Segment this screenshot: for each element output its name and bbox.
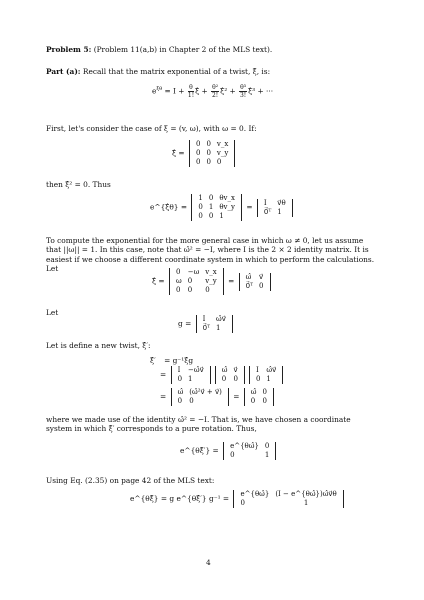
xi-hat-label: ξ̂ = xyxy=(172,148,185,158)
equation-xi-hat xyxy=(172,140,237,167)
problem-heading: Problem 5: xyxy=(46,45,92,54)
define-twist-text: Let is define a new twist, ξ̂′: xyxy=(46,341,151,350)
exp-prime-label: e^{θξ̂′} = xyxy=(180,446,219,455)
equation-xi-hat-general: ξ̂ = 0 −ω v_x ω 0 v_y 0 0 0 = ω̂ v⃗ 0⃗ᵀ 0 xyxy=(152,268,273,295)
xi-prime-matrix-b: ω̂ v⃗ 0 0 xyxy=(215,366,245,384)
eq1-frac-3: $\frac{\text{θ³}}{3!}$ xyxy=(239,84,247,99)
xi-prime-line-1 xyxy=(150,356,193,365)
xi-hat2-matrix: 0 −ω v_x ω 0 v_y 0 0 0 xyxy=(169,268,224,295)
g-block: I ω̂v⃗ 0⃗ᵀ 1 xyxy=(196,315,233,333)
eq1-rhs-start: = I + xyxy=(164,86,185,96)
equation-exp-translation: e^{ξ̂θ} = 1 0 θv_x 0 1 θv_y 0 0 1 = I v⃗θ 0⃗ᵀ 1 xyxy=(150,194,295,221)
equation-exp-prime xyxy=(180,442,278,460)
eq1-lhs-sup: ξ̂θ xyxy=(156,86,163,93)
using-eq-text: Using Eq. (2.35) on page 42 of the MLS text: xyxy=(46,476,215,485)
xi-prime-matrix-d: ω̂ (ω̂²v⃗ + v⃗) 0 0 xyxy=(171,388,229,406)
part-a-intro: Recall that the matrix exponential of a twist, ξ̂, is: xyxy=(82,67,271,76)
exp-label: e^{ξ̂θ} = xyxy=(150,202,188,212)
xi-prime-line-3: = ω̂ (ω̂²v⃗ + v⃗) 0 0 = ω̂ 0 0 0 xyxy=(160,388,276,406)
equation-final xyxy=(130,490,346,508)
case1-text: First, let's consider the case of ξ = (v, ω), with ω = 0. If: xyxy=(46,124,257,133)
eq1-frac-2: $\frac{\text{θ²}}{2!}$ xyxy=(211,84,219,99)
equation-g xyxy=(178,315,235,333)
eq1-term-1: ξ̂ + xyxy=(195,86,208,96)
equation-exponential-series xyxy=(152,84,273,99)
part-a-line xyxy=(46,67,270,76)
general-case-paragraph: To compute the exponential for the more general case in which ω ≠ 0, let us assume that ||ω|| = 1. In this case, note that ω̂² = −I, where I is the 2 × 2 identity matrix. It is easiest if we choose a different coordinate system in which to perform the calculations. Let xyxy=(46,236,375,273)
final-lhs: e^{θξ̂} = g e^{θξ̂′} g⁻¹ = xyxy=(130,494,230,503)
then-text: then ξ̂² = 0. Thus xyxy=(46,180,111,189)
final-block: e^{θω̂} (I − e^{θω̂})ω̂v⃗θ 0 1 xyxy=(233,490,343,508)
xi-prime-lhs: ξ̂′ xyxy=(150,356,156,365)
eq1-term-3: ξ̂³ + ··· xyxy=(248,86,274,96)
problem-subtitle: (Problem 11(a,b) in Chapter 2 of the MLS text). xyxy=(93,45,273,54)
xi-prime-line-2: = I −ω̂v⃗ 0 1 ω̂ v⃗ 0 0 I ω̂v⃗ 0 1 xyxy=(160,366,285,384)
problem-heading-line xyxy=(46,45,272,54)
xi-prime-matrix-e: ω̂ 0 0 0 xyxy=(244,388,274,406)
xi-hat-matrix: 0 0 v_x 0 0 v_y 0 0 0 xyxy=(189,140,235,167)
eq1-lhs: e xyxy=(152,86,157,96)
eq1-frac-1: $\frac{\theta}{1!}$ xyxy=(187,84,195,99)
g-label: g = xyxy=(178,319,192,328)
identity-paragraph: where we made use of the identity ω̂² = −I. That is, we have chosen a coordinate system in which ξ̂′ corresponds to a pure rotation. Thus, xyxy=(46,415,351,434)
page-number: 4 xyxy=(206,558,211,567)
xi-prime-matrix-a: I −ω̂v⃗ 0 1 xyxy=(171,366,211,384)
eq1-term-2: ξ̂² + xyxy=(220,86,236,96)
exp-matrix: 1 0 θv_x 0 1 θv_y 0 0 1 xyxy=(191,194,242,221)
let-text: Let xyxy=(46,308,59,317)
xi-prime-rhs: = g⁻¹ξ̂g xyxy=(164,356,194,365)
part-a-heading: Part (a): xyxy=(46,67,81,76)
exp-prime-block: e^{θω̂} 0 0 1 xyxy=(223,442,276,460)
xi-prime-matrix-c: I ω̂v⃗ 0 1 xyxy=(249,366,283,384)
exp-block: I v⃗θ 0⃗ᵀ 1 xyxy=(257,199,293,217)
xi-hat2-block: ω̂ v⃗ 0⃗ᵀ 0 xyxy=(239,273,271,291)
